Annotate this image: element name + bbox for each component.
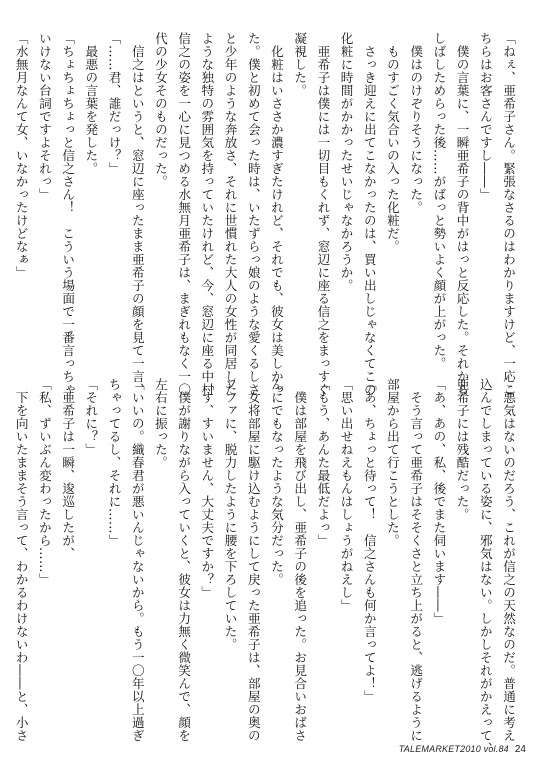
text-column: 化粧はいささか濃すぎたけれど、それでも、彼女は美しかっ (268, 32, 284, 396)
text-column: 僕が謝りながら入っていくと、彼女は力無く微笑んで、顔を (176, 378, 192, 742)
text-column: 「私、ずいぶん変わったから……」 (36, 378, 52, 586)
text-column: ような独特の雰囲気を持っていたけれど、今、窓辺に座る中村 (199, 32, 215, 396)
text-column: 左右に振った。 (152, 378, 168, 469)
text-column: ソファに、脱力したように腰を下ろしていた。 (222, 378, 238, 651)
text-column: 僕はのけぞりそうになった。 (408, 32, 424, 214)
text-column: ものすごく気合いの入った化粧だ。 (384, 32, 400, 253)
text-column: 凝視した。 (292, 32, 308, 97)
text-column: 僕は部屋を飛び出し、亜希子の後を追った。お見合いおばさ (292, 378, 308, 742)
text-column: 最悪の言葉を発した。 (83, 32, 99, 175)
text-tier-top (13, 32, 520, 396)
text-column: と少年のような奔放さ、それに世慣れた大人の女性が同居した (222, 32, 238, 396)
text-column: 亜希子には残酷だった。 (454, 378, 470, 521)
text-column: んにでもなったような気分だった。 (268, 378, 284, 586)
text-column: 部屋から出て行こうとした。 (384, 378, 400, 547)
page-number: 24 (514, 744, 526, 755)
text-column: 亜希子は一瞬、逡巡したが、 (60, 378, 76, 560)
text-column: 「思い出せねえもんはしょうがねえし」 (338, 378, 354, 612)
text-column: 「ちょちょちょっと信之さん！ こういう場面で一番言っちゃ (60, 32, 76, 396)
text-column: 下を向いたままそう言って、わかるわけないわ――と、小さ (13, 378, 29, 742)
text-column: 「もう、あんた最低だよっ」 (315, 378, 331, 547)
text-column: 「いいの。織春君が悪いんじゃないから。もう一〇年以上過ぎ (129, 378, 145, 742)
text-column: 「あ、あの、私、後でまた伺います――」 (431, 378, 447, 625)
text-column: 化粧に時間がかかったせいじゃなかろうか。 (338, 32, 354, 292)
text-column: 信之はというと、窓辺に座ったまま亜希子の顔を見て一言、 (129, 32, 145, 396)
text-column: さっき迎えに出てこなかったのは、買い出しじゃなくてこの (361, 32, 377, 396)
text-column: 「す、すいません、大丈夫ですか？」 (199, 378, 215, 599)
text-column: 女将部屋に駆け込むようにして戻った亜希子は、部屋の奥の (245, 378, 261, 742)
issue-label: TALEMARKET2010 vol.84 (398, 744, 509, 754)
text-column: 「あ、ちょっと待って！ 信之さんも何か言ってよ！」 (361, 378, 377, 703)
text-column: 亜希子は僕には一切目もくれず、窓辺に座る信之をまっすぐ (315, 32, 331, 396)
text-column: いけない台詞ですよそれっ」 (36, 32, 52, 201)
text-column: 「ねぇ、亜希子さん。緊張なさるのはわかりますけど、一応こ (501, 32, 516, 396)
text-column: 「水無月なんて女、いなかったけどなぁ」 (13, 32, 29, 279)
text-column: ちゃってるし、それに……」 (106, 378, 122, 547)
text-column: 悪気はないのだろう、これが信之の天然なのだ。普通に考え (501, 378, 516, 742)
page-footer (399, 744, 526, 755)
text-column: 代の少女そのものだった。 (152, 32, 168, 188)
text-column: 僕の言葉に、一瞬亜希子の背中がはっと反応した。それから (454, 32, 470, 396)
text-column: そう言って亜希子はそそくさと立ち上がると、逃げるように (408, 378, 424, 742)
text-column: しばしためらった後……がばっと勢いよく顔が上がった。 (431, 32, 447, 370)
text-column: 「それに？」 (83, 378, 99, 456)
text-column: 信之の姿を一心に見つめる水無月亜希子は、まぎれもなく一〇 (176, 32, 192, 396)
text-column: 込んでしまっている姿に、邪気はない。しかしそれがかえって、 (477, 378, 493, 755)
text-column: ちらはお客さんですし――」 (477, 32, 493, 201)
text-column: 「……君、誰だっけ？」 (106, 32, 122, 175)
text-column: た。僕と初めて会った時は、いたずらっ娘のような愛くるしさ (245, 32, 261, 396)
